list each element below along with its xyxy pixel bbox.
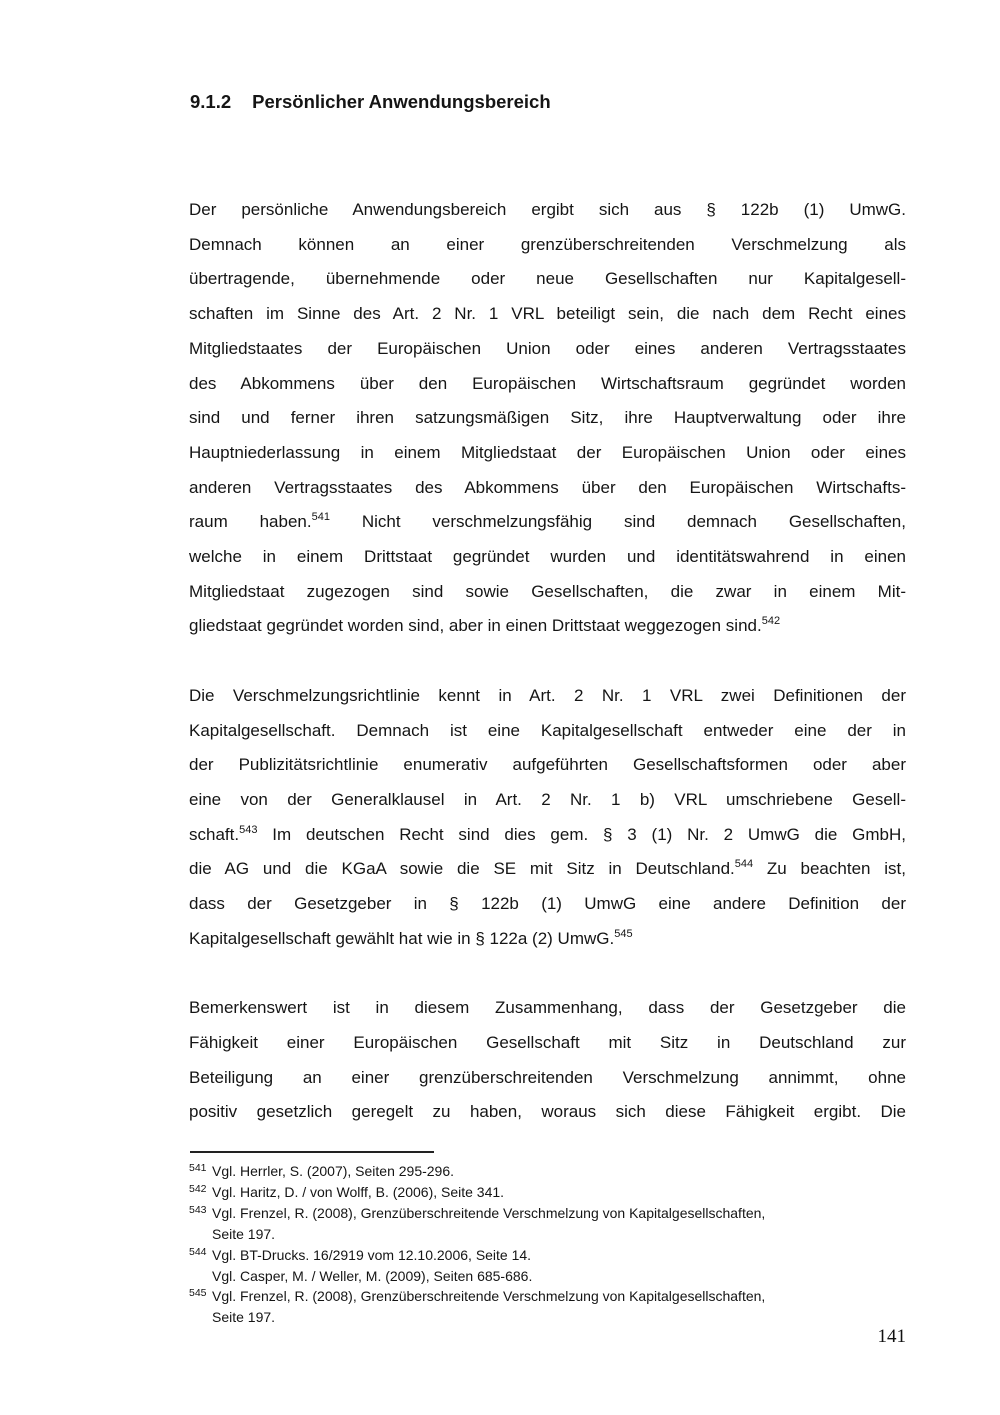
text-line (189, 505, 906, 540)
text-line (189, 679, 906, 714)
text-line (189, 401, 906, 436)
text-segment: übertragende, übernehmende oder neue Gesellschaften nur Kapitalgesell- (189, 269, 906, 289)
text-segment: sind und ferner ihren satzungsmäßigen Sitz, ihre Hauptverwaltung oder ihre (189, 408, 906, 428)
footnote-list (189, 1161, 906, 1328)
text-segment: Fähigkeit einer Europäischen Gesellschaft mit Sitz in Deutschland zur (189, 1032, 906, 1052)
footnote-text: Vgl. Haritz, D. / von Wolff, B. (2006), Seite 341. (212, 1183, 505, 1200)
text-segment: schaften im Sinne des Art. 2 Nr. 1 VRL beteiligt sein, die nach dem Recht eines (189, 304, 906, 324)
text-line (189, 436, 906, 471)
footnote-number: 545 (189, 1287, 207, 1300)
footnote (189, 1182, 906, 1203)
footnote (189, 1286, 906, 1328)
text-segment: des Abkommens über den Europäischen Wirtschaftsraum gegründet worden (189, 373, 906, 393)
text-line (189, 540, 906, 575)
text-line (189, 1061, 906, 1096)
footnote-separator (190, 1151, 434, 1153)
text-segment: Im deutschen Recht sind dies gem. § 3 (1) Nr. 2 UmwG die GmbH, (257, 824, 906, 844)
text-line (189, 887, 906, 922)
section-heading (190, 91, 551, 113)
text-segment: anderen Vertragsstaates des Abkommens über den Europäischen Wirtschafts- (189, 477, 906, 497)
text-segment: dass der Gesetzgeber in § 122b (1) UmwG eine andere Definition der (189, 894, 906, 914)
footnote-number: 542 (189, 1182, 207, 1195)
footnote-text: Vgl. Herrler, S. (2007), Seiten 295-296. (212, 1163, 455, 1179)
footnote-text: Vgl. Frenzel, R. (2008), Grenzüberschreitende Verschmelzung von Kapitalgesellschaften, (212, 1204, 766, 1221)
text-line (189, 575, 906, 610)
text-segment: Demnach können an einer grenzüberschreitenden Verschmelzung als (189, 234, 906, 254)
text-segment: raum haben. (189, 512, 312, 532)
footnote-text: Seite 197. (212, 1309, 276, 1326)
text-line (189, 609, 906, 644)
footnote-number: 541 (189, 1162, 207, 1174)
text-line (189, 1095, 906, 1130)
footnote-text: Vgl. Casper, M. / Weller, M. (2009), Seiten 685-686. (212, 1267, 533, 1284)
paragraph (189, 991, 906, 1130)
text-line (189, 852, 906, 887)
text-segment: Kapitalgesellschaft. Demnach ist eine Kapitalgesellschaft entweder eine der in (189, 720, 906, 740)
text-line (189, 367, 906, 402)
text-segment: Zu beachten ist, (753, 859, 906, 879)
text-segment: Beteiligung an einer grenzüberschreitenden Verschmelzung annimmt, ohne (189, 1067, 906, 1087)
text-line (189, 714, 906, 749)
text-line (189, 332, 906, 367)
text-line (189, 193, 906, 228)
footnote-ref: 544 (734, 858, 754, 871)
footnote-ref: 541 (311, 511, 330, 524)
footnote-ref: 543 (239, 823, 258, 836)
paragraph (189, 679, 906, 957)
text-line (189, 1026, 906, 1061)
text-line (189, 471, 906, 506)
page-number: 141 (877, 1326, 906, 1347)
text-segment: eine von der Generalklausel in Art. 2 Nr. 1 b) VRL umschriebene Gesell- (189, 789, 906, 809)
footnote-line (189, 1203, 906, 1224)
footnote-ref: 542 (761, 615, 781, 628)
text-segment: schaft. (189, 824, 240, 844)
footnote-text: Seite 197. (212, 1225, 276, 1242)
text-segment: Mitgliedstaat zugezogen sind sowie Gesellschaften, die zwar in einem Mit- (189, 581, 906, 601)
section-title: Persönlicher Anwendungsbereich (252, 91, 551, 112)
footnote (189, 1161, 906, 1182)
text-line (189, 228, 906, 263)
text-line (189, 748, 906, 783)
text-line (189, 818, 906, 853)
footnote-text: Vgl. Frenzel, R. (2008), Grenzüberschreitende Verschmelzung von Kapitalgesellschaften, (212, 1288, 766, 1305)
text-segment: Die Verschmelzungsrichtlinie kennt in Art. 2 Nr. 1 VRL zwei Definitionen der (189, 685, 906, 705)
text-segment: positiv gesetzlich geregelt zu haben, woraus sich diese Fähigkeit ergibt. Die (189, 1102, 906, 1122)
text-line (189, 783, 906, 818)
text-line (189, 922, 906, 957)
text-segment: Kapitalgesellschaft gewählt hat wie in § 122a (2) UmwG. (189, 928, 615, 948)
paragraph (189, 193, 906, 644)
footnote-line (189, 1286, 906, 1307)
text-line (189, 262, 906, 297)
footnote-number: 544 (189, 1245, 207, 1258)
text-segment: Hauptniederlassung in einem Mitgliedstaat der Europäischen Union oder eines (189, 442, 906, 462)
text-line (189, 991, 906, 1026)
text-segment: der Publizitätsrichtlinie enumerativ aufgeführten Gesellschaftsformen oder aber (189, 755, 906, 775)
text-line (189, 297, 906, 332)
text-segment: Mitgliedstaates der Europäischen Union oder eines anderen Vertragsstaates (189, 338, 906, 358)
text-segment: die AG und die KGaA sowie die SE mit Sitz in Deutschland. (189, 859, 735, 879)
footnote-number: 543 (189, 1203, 207, 1216)
footnote-line (189, 1224, 906, 1245)
footnote-line (189, 1182, 906, 1203)
footnote-line (189, 1266, 906, 1287)
footnote-ref: 545 (614, 927, 633, 940)
text-segment: Bemerkenswert ist in diesem Zusammenhang, dass der Gesetzgeber die (189, 998, 906, 1018)
section-number: 9.1.2 (190, 91, 232, 112)
footnote-line (189, 1245, 906, 1266)
footnote-line (189, 1161, 906, 1182)
text-segment: Nicht verschmelzungsfähig sind demnach Gesellschaften, (329, 512, 906, 532)
text-segment: welche in einem Drittstaat gegründet wurden und identitätswahrend in einen (189, 547, 906, 567)
body-text (189, 193, 906, 1130)
footnote (189, 1245, 906, 1287)
text-segment: gliedstaat gegründet worden sind, aber in einen Drittstaat weggezogen sind. (189, 616, 762, 636)
text-segment: Der persönliche Anwendungsbereich ergibt sich aus § 122b (1) UmwG. (189, 200, 906, 219)
footnote (189, 1203, 906, 1245)
footnote-text: Vgl. BT-Drucks. 16/2919 vom 12.10.2006, Seite 14. (212, 1246, 532, 1263)
